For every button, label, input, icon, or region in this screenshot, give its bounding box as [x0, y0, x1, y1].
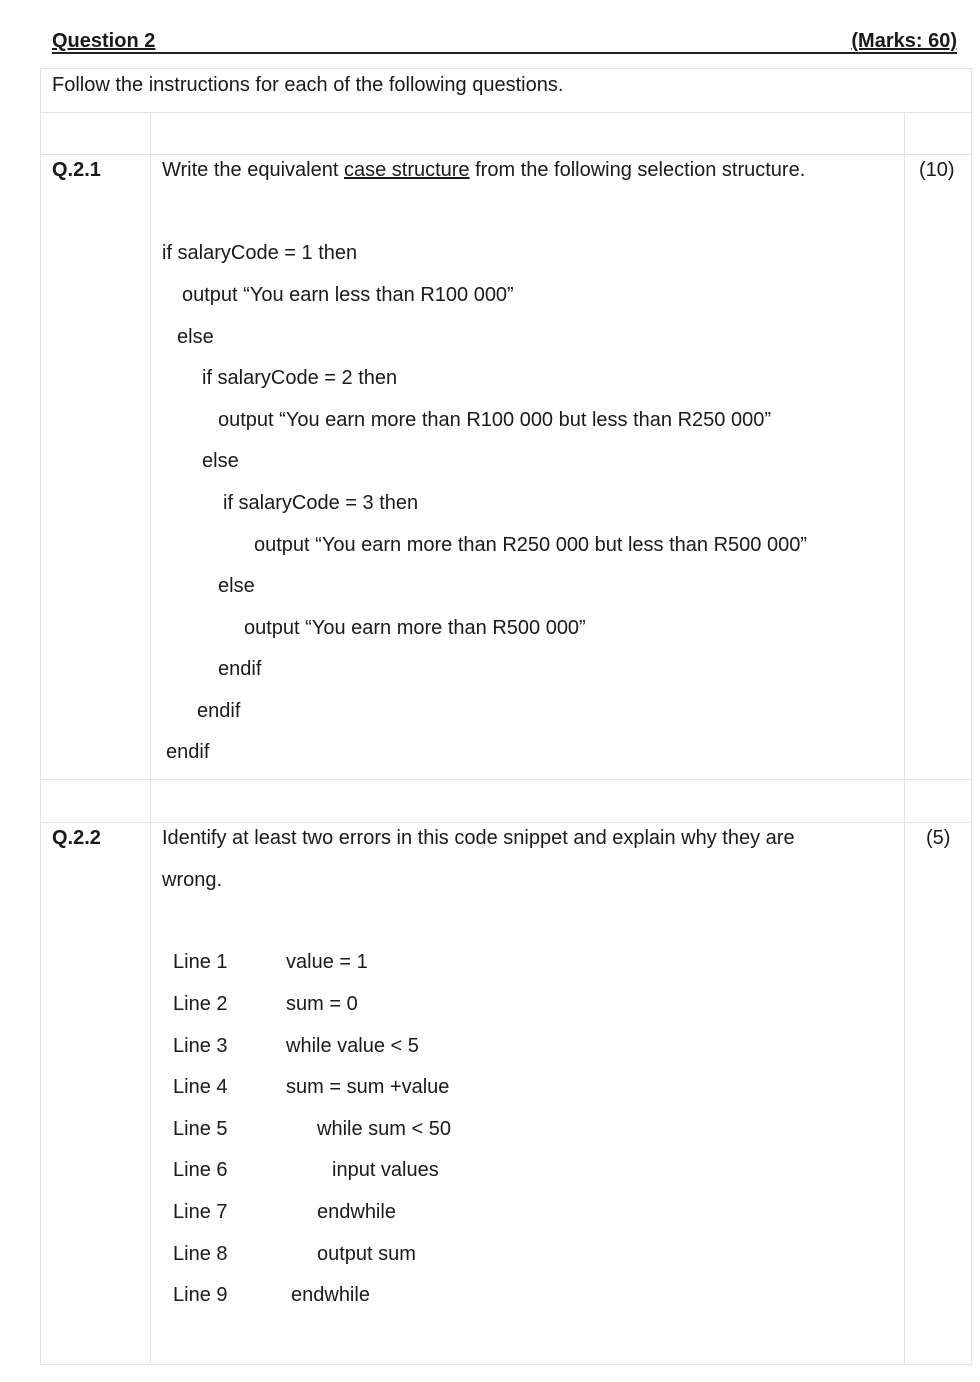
q1-code-line: output “You earn more than R250 000 but less than R500 000”: [254, 534, 807, 556]
q2-number: Q.2.2: [52, 827, 101, 849]
q1-prompt-before: Write the equivalent: [162, 159, 344, 181]
q2-line-label: Line 9: [173, 1284, 228, 1306]
question-title: Question 2: [52, 30, 156, 52]
q1-code-line: endif: [218, 658, 262, 680]
q1-code-line: endif: [166, 741, 210, 763]
grid-line: [971, 68, 972, 1364]
instructions-text: Follow the instructions for each of the following questions.: [52, 74, 564, 96]
q2-line-code: sum = sum +value: [286, 1076, 450, 1098]
q2-line-label: Line 3: [173, 1035, 228, 1057]
q2-line-code: output sum: [317, 1243, 416, 1265]
q2-marks: (5): [926, 827, 951, 849]
grid-line: [150, 112, 151, 1364]
q1-code-line: else: [202, 450, 239, 472]
q2-line-label: Line 8: [173, 1243, 228, 1265]
q2-line-code: while sum < 50: [317, 1118, 451, 1140]
q1-code-line: if salaryCode = 1 then: [162, 242, 358, 264]
grid-line: [40, 822, 972, 823]
q1-prompt-after: from the following selection structure.: [469, 159, 806, 181]
q2-line-code: sum = 0: [286, 993, 358, 1015]
grid-line: [40, 68, 972, 69]
q2-line-code: endwhile: [317, 1201, 396, 1223]
q1-code-line: output “You earn less than R100 000”: [182, 284, 514, 306]
q1-prompt-underlined: case structure: [343, 159, 470, 181]
grid-line: [904, 112, 905, 1364]
q1-code-line: output “You earn more than R500 000”: [244, 617, 586, 639]
q2-line-label: Line 5: [173, 1118, 228, 1140]
q2-prompt-line1: Identify at least two errors in this code snippet and explain why they are: [162, 827, 795, 849]
q1-code-line: else: [177, 326, 214, 348]
header-rule: [52, 52, 957, 54]
q1-code-line: endif: [197, 700, 241, 722]
grid-line: [40, 68, 41, 1364]
q1-code-line: if salaryCode = 2 then: [202, 367, 398, 389]
q2-prompt-line2: wrong.: [162, 869, 223, 891]
grid-line: [40, 779, 972, 780]
q2-line-code: while value < 5: [286, 1035, 419, 1057]
q2-line-code: input values: [332, 1159, 439, 1181]
q1-code-line: if salaryCode = 3 then: [223, 492, 419, 514]
grid-line: [40, 112, 972, 113]
q2-line-label: Line 7: [173, 1201, 228, 1223]
q1-marks: (10): [919, 159, 955, 181]
q2-line-code: endwhile: [291, 1284, 370, 1306]
question-marks: (Marks: 60): [851, 30, 957, 52]
q2-line-label: Line 6: [173, 1159, 228, 1181]
q1-code-line: else: [218, 575, 255, 597]
q2-line-code: value = 1: [286, 951, 368, 973]
grid-line: [40, 154, 972, 155]
grid-line: [40, 1364, 972, 1365]
q2-line-label: Line 1: [173, 951, 228, 973]
q1-prompt: [162, 159, 805, 182]
q2-line-label: Line 2: [173, 993, 228, 1015]
q1-number: Q.2.1: [52, 159, 101, 181]
q1-code-line: output “You earn more than R100 000 but less than R250 000”: [218, 409, 771, 431]
q2-line-label: Line 4: [173, 1076, 228, 1098]
